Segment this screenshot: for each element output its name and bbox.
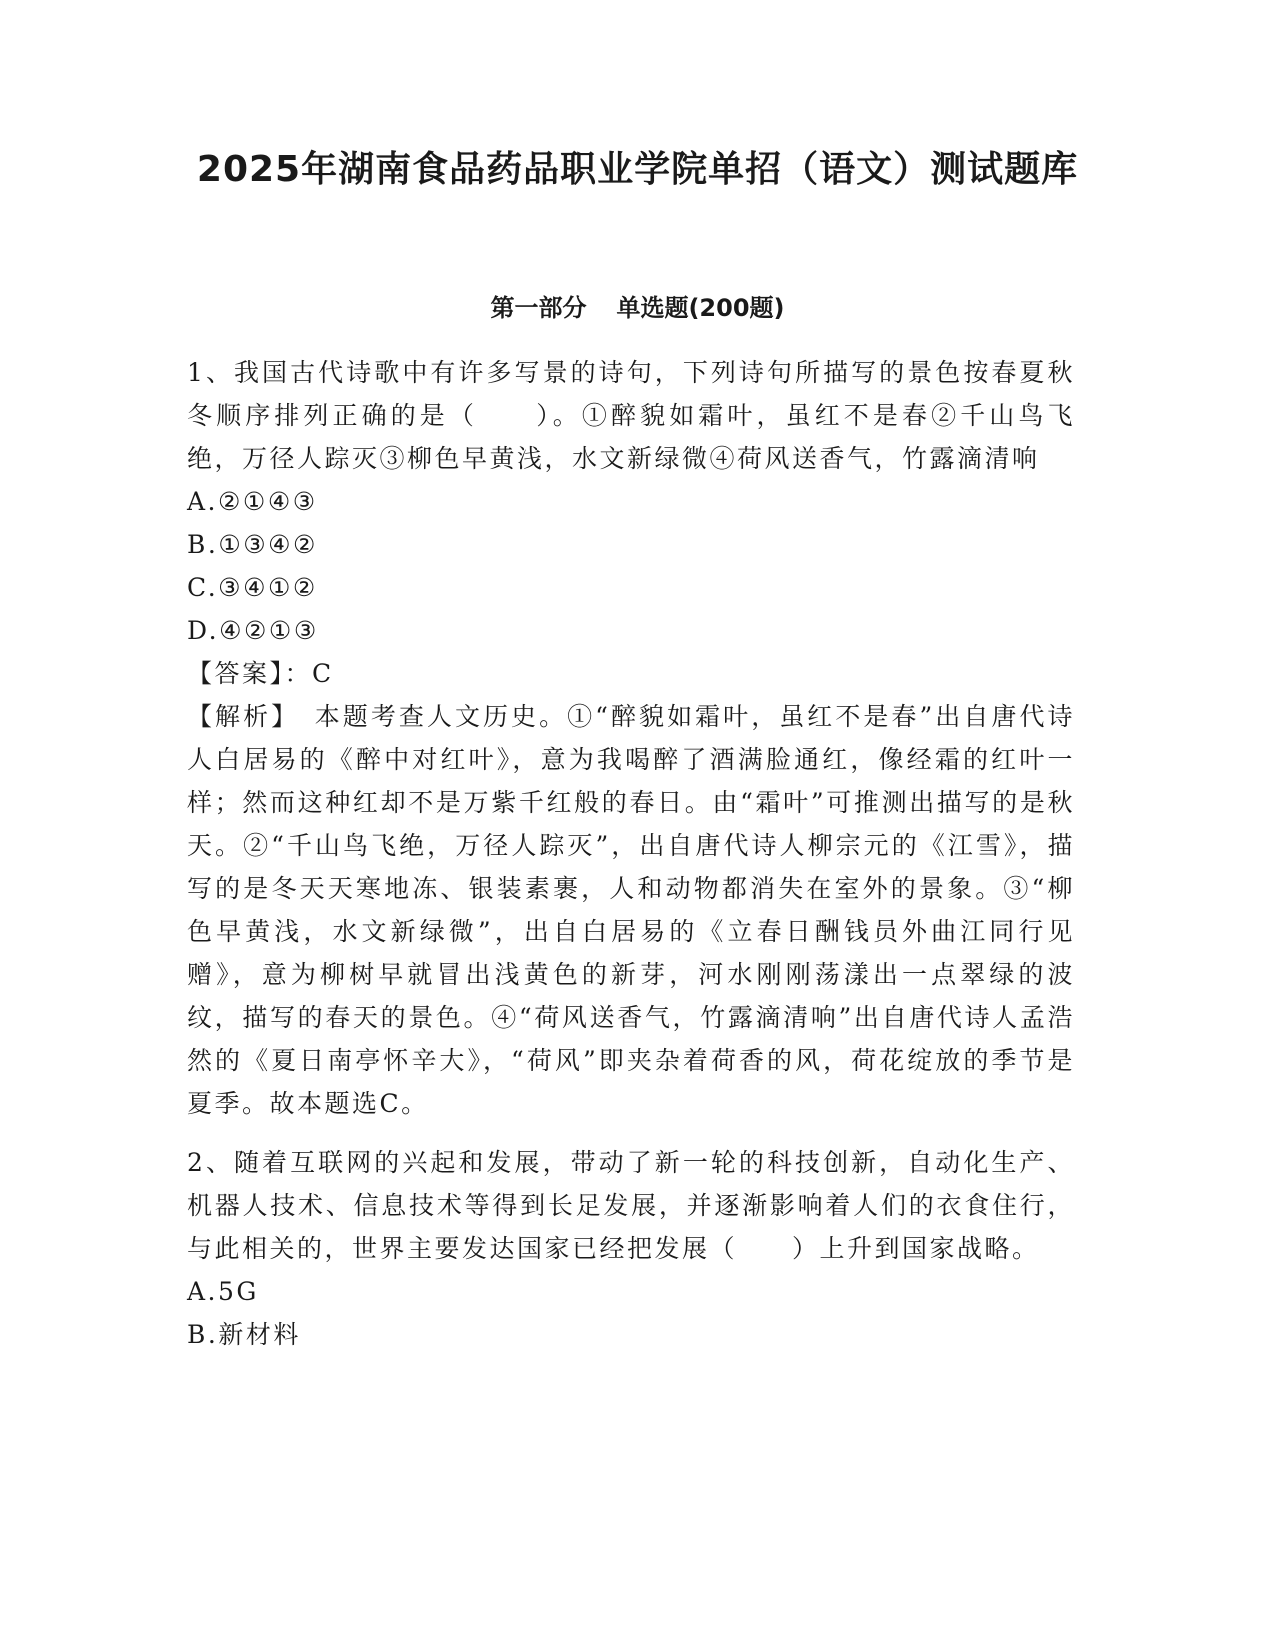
analysis-text: 本题考查人文历史。①“醉貌如霜叶，虽红不是春”出自唐代诗人白居易的《醉中对红叶》，意为我喝醉了酒满脸通红，像经霜的红叶一样；然而这种红却不是万紫千红般的春日。由“霜叶”可推测出描写的是秋天。②“千山鸟飞绝，万径人踪灭”，出自唐代诗人柳宗元的《江雪》，描写的是冬天天寒地冻、银装素裹，人和动物都消失在室外的景象。③“柳色早黄浅，水文新绿微”，出自白居易的《立春日酬钱员外曲江同行见赠》，意为柳树早就冒出浅黄色的新芽，河水刚刚荡漾出一点翠绿的波纹，描写的春天的景色。④“荷风送香气，竹露滴清响”出自唐代诗人孟浩然的《夏日南亭怀辛大》，“荷风”即夹杂着荷香的风，荷花绽放的季节是夏季。故本题选C。 bbox=[187, 702, 1075, 1118]
section-part: 第一部分 bbox=[490, 294, 587, 322]
answer-label: 【答案】 bbox=[187, 659, 285, 688]
question-list bbox=[187, 351, 1075, 1356]
option-d: D.④②①③ bbox=[187, 616, 319, 645]
question-2 bbox=[187, 1141, 1075, 1356]
document-title: 2025年湖南食品药品职业学院单招（语文）测试题库 bbox=[196, 149, 1079, 190]
option-b: B.①③④② bbox=[187, 530, 318, 559]
section-heading bbox=[0, 292, 1275, 324]
analysis-paragraph bbox=[187, 695, 1075, 1125]
question-1 bbox=[187, 351, 1075, 1125]
question-stem: 1、我国古代诗歌中有许多写景的诗句，下列诗句所描写的景色按春夏秋冬顺序排列正确的是（ ）。①醉貌如霜叶，虽红不是春②千山鸟飞绝，万径人踪灭③柳色早黄浅，水文新绿微④荷风送香气，竹露滴清响 bbox=[187, 358, 1075, 473]
option-c: C.③④①② bbox=[187, 573, 318, 602]
option-a: A.5G bbox=[187, 1277, 259, 1306]
analysis-label: 【解析】 bbox=[187, 702, 287, 731]
answer-value: ：C bbox=[284, 659, 334, 688]
question-spacer bbox=[187, 1125, 1075, 1141]
question-stem: 2、随着互联网的兴起和发展，带动了新一轮的科技创新，自动化生产、机器人技术、信息技术等得到长足发展，并逐渐影响着人们的衣食住行，与此相关的，世界主要发达国家已经把发展（ ）上升到国家战略。 bbox=[187, 1148, 1075, 1263]
option-a: A.②①④③ bbox=[187, 487, 318, 516]
answer-line bbox=[187, 652, 1075, 695]
section-name: 单选题(200题) bbox=[616, 294, 785, 322]
option-b: B.新材料 bbox=[187, 1320, 301, 1349]
